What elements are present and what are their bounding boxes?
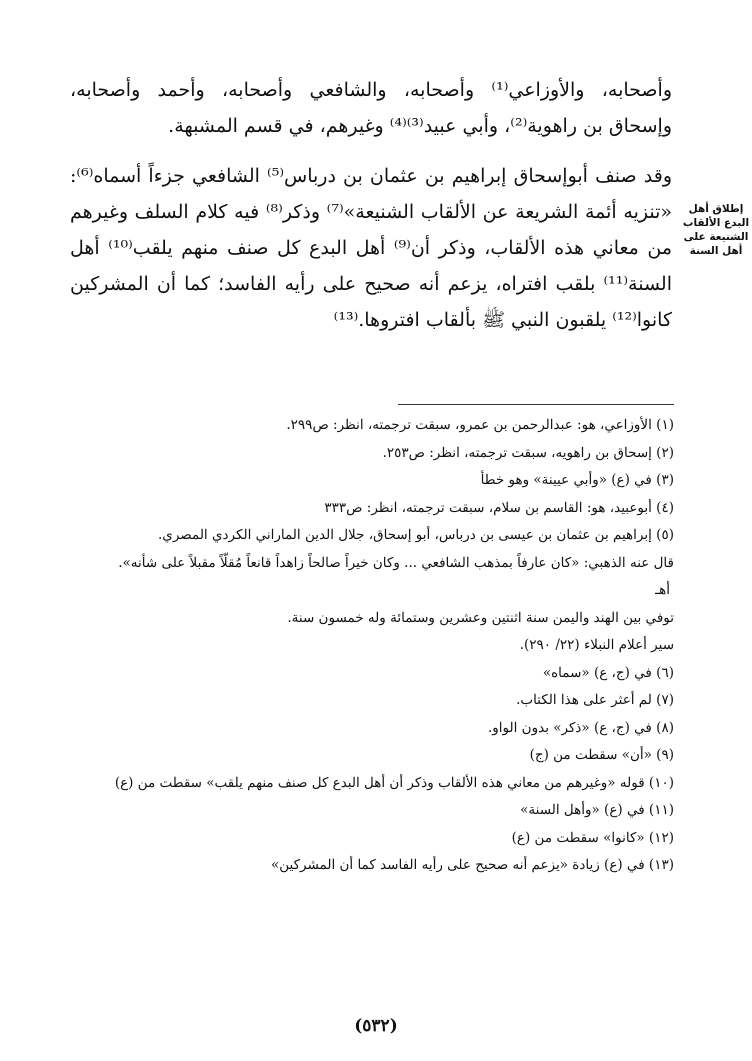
- footnote-6: (٦) في (ج، ع) «سماه»: [542, 664, 674, 681]
- paragraph-1: وأصحابه، والأوزاعي⁽¹⁾ وأصحابه، والشافعي وأصحابه، وأحمد وأصحابه، وإسحاق بن راهوية⁽²⁾، وأبي عبيد⁽³⁾⁽⁴⁾ وغيرهم، في قسم المشبهة.: [70, 79, 672, 137]
- footnote-5-quote: قال عنه الذهبي: «كان عارفاً بمذهب الشافعي ... وكان خيراً صالحاً زاهداً قانعاً مُقلّاً مقبلاً على شأنه».: [118, 554, 674, 571]
- margin-heading-line-4: أهل السنة: [689, 245, 743, 257]
- footnote-1: (١) الأوزاعي، هو: عبدالرحمن بن عمرو، سبقت ترجمته، انظر: ص٢٩٩.: [286, 417, 674, 433]
- margin-heading-line-2: البدع الألقاب: [682, 217, 750, 229]
- footnote-3: (٣) في (ع) «وأبي عيينة» وهو خطأ: [480, 472, 674, 488]
- footnote-5-source: سير أعلام النبلاء (٢٢/ ٢٩٠).: [519, 637, 674, 653]
- footnotes: [34, 412, 674, 880]
- footnote-4: (٤) أبوعبيد، هو: القاسم بن سلام، سبقت ترجمته، انظر: ص٣٣٣: [324, 499, 674, 516]
- footnote-10: (١٠) قوله «وغيرهم من معاني هذه الألقاب وذكر أن أهل البدع كل صنف منهم يلقب» سقطت من (ع): [114, 774, 674, 791]
- margin-heading-line-1: إطلاق أهل: [688, 203, 744, 215]
- footnote-separator: [398, 404, 674, 405]
- footnote-5: (٥) إبراهيم بن عثمان بن عيسى بن درباس، أبو إسحاق، جلال الدين الماراني الكردي المصري.: [158, 527, 674, 543]
- footnote-5-end: أهـ: [655, 582, 670, 598]
- footnote-11: (١١) في (ع) «وأهل السنة»: [520, 802, 674, 818]
- footnote-9: (٩) «أن» سقطت من (ج): [529, 747, 674, 763]
- footnote-8: (٨) في (ج، ع) «ذكر» بدون الواو.: [487, 719, 674, 736]
- footnote-12: (١٢) «كانوا» سقطت من (ع): [511, 829, 674, 846]
- margin-heading: [680, 202, 752, 258]
- margin-heading-line-3: الشنيعة على: [683, 231, 749, 243]
- main-text: [70, 72, 672, 338]
- footnote-13: (١٣) في (ع) زيادة «يزعم أنه صحيح على رأيه الفاسد كما أن المشركين»: [271, 857, 674, 873]
- footnote-7: (٧) لم أعثر على هذا الكتاب.: [516, 692, 674, 708]
- page-number: (٥٣٢): [354, 1016, 398, 1036]
- footnote-5-death: توفي بين الهند واليمن سنة اثنتين وعشرين وستمائة وله خمسون سنة.: [287, 609, 674, 626]
- footnote-2: (٢) إسحاق بن راهويه، سبقت ترجمته، انظر: ص٢٥٣.: [382, 444, 674, 461]
- paragraph-2: وقد صنف أبوإسحاق إبراهيم بن عثمان بن درباس⁽⁵⁾ الشافعي جزءاً أسماه⁽⁶⁾: «تنزيه أئمة الشريعة عن الألقاب الشنيعة»⁽⁷⁾ وذكر⁽⁸⁾ فيه كلام السلف وغيرهم من معاني هذه الألقاب، وذكر أن⁽⁹⁾ أهل البدع كل صنف منهم يلقب⁽¹⁰⁾ أهل السنة⁽¹¹⁾ بلقب افتراه، يزعم أنه صحيح على رأيه الفاسد؛ كما أن المشركين كانوا⁽¹²⁾ يلقبون النبي ﷺ بألقاب افتروها.⁽¹³⁾: [70, 165, 673, 331]
